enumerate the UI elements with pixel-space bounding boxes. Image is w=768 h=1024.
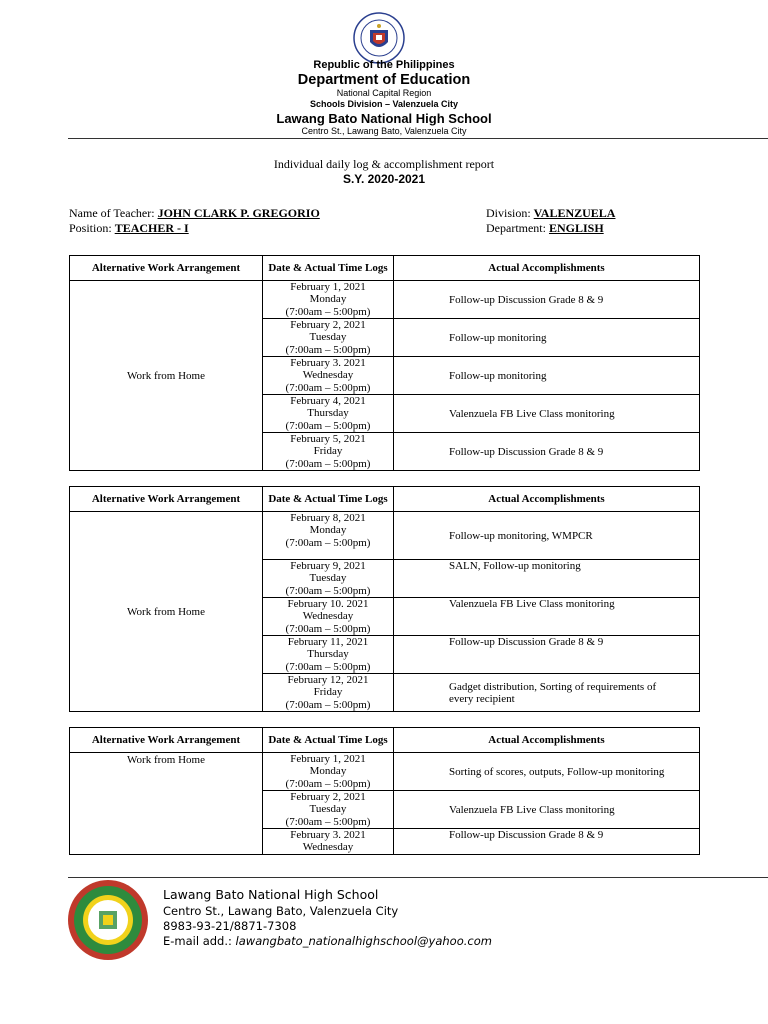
date-cell xyxy=(263,433,394,471)
date-cell xyxy=(263,636,394,674)
date-cell xyxy=(263,560,394,598)
teacher-department: ENGLISH xyxy=(548,221,604,235)
teacher-position: TEACHER - I xyxy=(114,221,189,235)
date-cell xyxy=(263,395,394,433)
day-text: Monday xyxy=(309,524,347,537)
day-text: Thursday xyxy=(307,407,349,420)
division-label: Division: xyxy=(486,206,531,220)
day-text: Friday xyxy=(313,686,343,699)
teacher-name-row xyxy=(69,206,320,221)
department-label: Department: xyxy=(486,221,546,235)
report-title: Individual daily log & accomplishment report xyxy=(273,157,495,171)
day-text: Monday xyxy=(309,293,347,306)
date-text: February 5, 2021 xyxy=(290,433,366,446)
day-text: Friday xyxy=(313,445,343,458)
date-cell xyxy=(263,357,394,395)
deped-seal-icon xyxy=(353,12,405,64)
column-header-arrangement: Alternative Work Arrangement xyxy=(70,728,263,753)
region-text: National Capital Region xyxy=(336,88,432,98)
accomplishment-cell: Valenzuela FB Live Class monitoring xyxy=(394,395,700,433)
time-text: (7:00am – 5:00pm) xyxy=(285,419,371,432)
column-header-date: Date & Actual Time Logs xyxy=(263,728,394,753)
footer-address: Centro St., Lawang Bato, Valenzuela City xyxy=(163,904,399,918)
teacher-position-row xyxy=(69,221,189,236)
date-text: February 3. 2021 xyxy=(290,829,366,841)
school-address: Centro St., Lawang Bato, Valenzuela City xyxy=(301,126,467,136)
school-year: S.Y. 2020-2021 xyxy=(342,172,426,186)
date-cell xyxy=(263,512,394,560)
date-text: February 11, 2021 xyxy=(287,636,369,649)
time-text: (7:00am – 5:00pm) xyxy=(285,457,371,470)
date-text: February 4, 2021 xyxy=(290,395,366,408)
table-header-row xyxy=(70,256,700,281)
day-text: Wednesday xyxy=(302,841,354,854)
time-text: (7:00am – 5:00pm) xyxy=(285,622,371,635)
date-cell xyxy=(263,791,394,829)
accomplishment-cell: Follow-up Discussion Grade 8 & 9 xyxy=(394,281,700,319)
table-row xyxy=(70,753,700,791)
accomplishment-cell: Follow-up monitoring xyxy=(394,319,700,357)
column-header-arrangement: Alternative Work Arrangement xyxy=(70,256,263,281)
table-row xyxy=(70,281,700,319)
day-text: Monday xyxy=(309,765,347,778)
time-text: (7:00am – 5:00pm) xyxy=(285,584,371,597)
footer-school-name: Lawang Bato National High School xyxy=(163,887,379,902)
position-label: Position: xyxy=(69,221,112,235)
day-text: Tuesday xyxy=(309,803,347,816)
footer-phone: 8983-93-21/8871-7308 xyxy=(163,919,297,933)
date-text: February 9, 2021 xyxy=(290,560,366,573)
accomplishment-cell: Follow-up Discussion Grade 8 & 9 xyxy=(394,829,700,855)
day-text: Thursday xyxy=(307,648,349,661)
accomplishment-cell: Follow-up Discussion Grade 8 & 9 xyxy=(394,433,700,471)
division-row xyxy=(486,206,615,221)
date-text: February 2, 2021 xyxy=(290,791,366,804)
date-text: February 3. 2021 xyxy=(290,357,366,370)
date-cell xyxy=(263,281,394,319)
day-text: Wednesday xyxy=(302,369,354,382)
footer-divider xyxy=(68,877,768,878)
accomplishment-cell: SALN, Follow-up monitoring xyxy=(394,560,700,598)
department-row xyxy=(486,221,604,236)
log-table-2 xyxy=(69,486,700,712)
school-logo-icon xyxy=(67,879,149,961)
accomplishment-cell: Follow-up monitoring xyxy=(394,357,700,395)
date-cell xyxy=(263,753,394,791)
date-text: February 10. 2021 xyxy=(287,598,369,611)
date-text: February 12, 2021 xyxy=(287,674,369,687)
time-text: (7:00am – 5:00pm) xyxy=(285,381,371,394)
teacher-division: VALENZUELA xyxy=(533,206,616,220)
day-text: Tuesday xyxy=(309,331,347,344)
teacher-name: JOHN CLARK P. GREGORIO xyxy=(157,206,320,220)
column-header-date: Date & Actual Time Logs xyxy=(263,256,394,281)
arrangement-cell: Work from Home xyxy=(70,753,263,855)
division-text: Schools Division – Valenzuela City xyxy=(309,99,459,109)
table-header-row xyxy=(70,487,700,512)
date-cell xyxy=(263,598,394,636)
time-text: (7:00am – 5:00pm) xyxy=(285,815,371,828)
date-cell xyxy=(263,829,394,855)
column-header-arrangement: Alternative Work Arrangement xyxy=(70,487,263,512)
arrangement-cell: Work from Home xyxy=(70,512,263,712)
department-title: Department of Education xyxy=(297,72,471,88)
date-cell xyxy=(263,319,394,357)
time-text: (7:00am – 5:00pm) xyxy=(285,536,371,549)
date-text: February 8, 2021 xyxy=(290,512,366,524)
time-text: (7:00am – 5:00pm) xyxy=(285,305,371,318)
accomplishment-cell: Valenzuela FB Live Class monitoring xyxy=(394,598,700,636)
teacher-name-label: Name of Teacher: xyxy=(69,206,155,220)
accomplishment-cell: Gadget distribution, Sorting of requirements of every recipient xyxy=(394,674,700,712)
time-text: (7:00am – 5:00pm) xyxy=(285,777,371,790)
date-cell xyxy=(263,674,394,712)
column-header-date: Date & Actual Time Logs xyxy=(263,487,394,512)
column-header-accomplishments: Actual Accomplishments xyxy=(394,487,700,512)
table-header-row xyxy=(70,728,700,753)
time-text: (7:00am – 5:00pm) xyxy=(285,660,371,673)
date-text: February 1, 2021 xyxy=(290,281,366,294)
arrangement-cell: Work from Home xyxy=(70,281,263,471)
date-text: February 2, 2021 xyxy=(290,319,366,332)
accomplishment-cell: Follow-up Discussion Grade 8 & 9 xyxy=(394,636,700,674)
table-row xyxy=(70,512,700,560)
footer-email-row xyxy=(163,934,492,949)
time-text: (7:00am – 5:00pm) xyxy=(285,698,371,711)
time-text: (7:00am – 5:00pm) xyxy=(285,343,371,356)
column-header-accomplishments: Actual Accomplishments xyxy=(394,256,700,281)
column-header-accomplishments: Actual Accomplishments xyxy=(394,728,700,753)
accomplishment-cell: Valenzuela FB Live Class monitoring xyxy=(394,791,700,829)
date-text: February 1, 2021 xyxy=(290,753,366,766)
email-label: E-mail add.: xyxy=(163,934,232,948)
log-table-1 xyxy=(69,255,700,471)
accomplishment-cell: Sorting of scores, outputs, Follow-up monitoring xyxy=(394,753,700,791)
log-table-3 xyxy=(69,727,700,855)
email-link[interactable]: lawangbato_nationalhighschool@yahoo.com xyxy=(235,934,492,948)
school-name: Lawang Bato National High School xyxy=(276,111,492,126)
header-divider xyxy=(68,138,768,139)
day-text: Wednesday xyxy=(302,610,354,623)
accomplishment-cell: Follow-up monitoring, WMPCR xyxy=(394,512,700,560)
republic-text: Republic of the Philippines xyxy=(313,59,455,71)
day-text: Tuesday xyxy=(309,572,347,585)
